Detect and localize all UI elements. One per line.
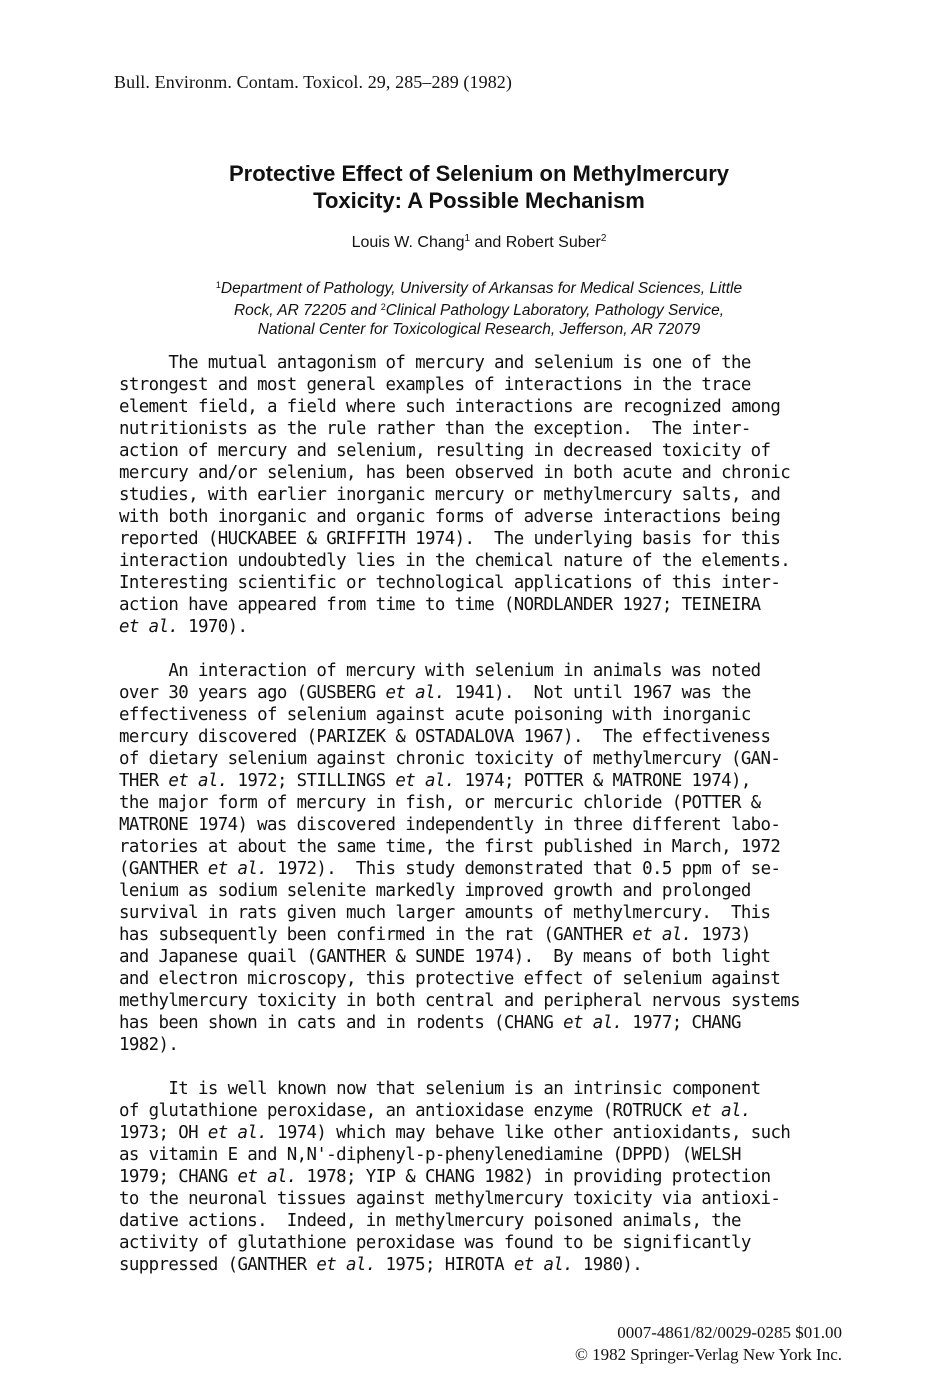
footer bbox=[575, 1322, 842, 1366]
text-line: has subsequently been confirmed in the rat (GANTHER et al. 1973) bbox=[119, 925, 751, 945]
text-line: et al. 1970). bbox=[119, 617, 248, 637]
paragraph-3 bbox=[119, 1078, 879, 1276]
text-line: The mutual antagonism of mercury and selenium is one of the bbox=[119, 353, 751, 373]
text-line: It is well known now that selenium is an intrinsic component bbox=[119, 1079, 761, 1099]
text-line: activity of glutathione peroxidase was found to be significantly bbox=[119, 1233, 751, 1253]
affiliation-line-1 bbox=[120, 276, 838, 298]
affiliation-text-1: Department of Pathology, University of Arkansas for Medical Sciences, Little bbox=[220, 280, 743, 297]
text-line: of dietary selenium against chronic toxicity of methylmercury (GAN- bbox=[119, 749, 781, 769]
text-line: and Japanese quail (GANTHER & SUNDE 1974). By means of both light bbox=[119, 947, 771, 967]
author-2: Robert Suber bbox=[505, 234, 601, 251]
text-line: element field, a field where such interactions are recognized among bbox=[119, 397, 781, 417]
text-line: survival in rats given much larger amounts of methylmercury. This bbox=[119, 903, 771, 923]
text-line: of glutathione peroxidase, an antioxidase enzyme (ROTRUCK et al. bbox=[119, 1101, 751, 1121]
paper-title bbox=[120, 160, 838, 214]
text-line: reported (HUCKABEE & GRIFFITH 1974). The underlying basis for this bbox=[119, 529, 781, 549]
text-line: studies, with earlier inorganic mercury or methylmercury salts, and bbox=[119, 485, 781, 505]
text-line: (GANTHER et al. 1972). This study demonstrated that 0.5 ppm of se- bbox=[119, 859, 781, 879]
journal-citation: Bull. Environm. Contam. Toxicol. 29, 285–289 (1982) bbox=[114, 72, 512, 92]
text-line: action of mercury and selenium, resulting in decreased toxicity of bbox=[119, 441, 771, 461]
text-line: 1973; OH et al. 1974) which may behave like other antioxidants, such bbox=[119, 1123, 791, 1143]
text-line: action have appeared from time to time (NORDLANDER 1927; TEINEIRA bbox=[119, 595, 761, 615]
text-line: mercury discovered (PARIZEK & OSTADALOVA 1967). The effectiveness bbox=[119, 727, 771, 747]
text-line: the major form of mercury in fish, or mercuric chloride (POTTER & bbox=[119, 793, 761, 813]
text-line: dative actions. Indeed, in methylmercury poisoned animals, the bbox=[119, 1211, 741, 1231]
title-line-2: Toxicity: A Possible Mechanism bbox=[313, 188, 645, 213]
author-1-affiliation-mark: 1 bbox=[464, 233, 471, 244]
text-line: has been shown in cats and in rodents (CHANG et al. 1977; CHANG bbox=[119, 1013, 741, 1033]
text-line: 1979; CHANG et al. 1978; YIP & CHANG 1982) in providing protection bbox=[119, 1167, 771, 1187]
body-text bbox=[119, 352, 879, 1298]
text-line: THER et al. 1972; STILLINGS et al. 1974; POTTER & MATRONE 1974), bbox=[119, 771, 751, 791]
text-line: to the neuronal tissues against methylmercury toxicity via antioxi- bbox=[119, 1189, 781, 1209]
text-line: over 30 years ago (GUSBERG et al. 1941). Not until 1967 was the bbox=[119, 683, 751, 703]
text-line: interaction undoubtedly lies in the chemical nature of the elements. bbox=[119, 551, 791, 571]
paragraph-1 bbox=[119, 352, 879, 638]
affiliation-mark-2: 2 bbox=[380, 302, 386, 312]
text-line: methylmercury toxicity in both central and peripheral nervous systems bbox=[119, 991, 801, 1011]
author-1: Louis W. Chang bbox=[351, 234, 465, 251]
affiliation-text-2b: Clinical Pathology Laboratory, Pathology Service, bbox=[385, 302, 725, 319]
text-line: An interaction of mercury with selenium in animals was noted bbox=[119, 661, 761, 681]
affiliation-text-2a: Rock, AR 72205 and bbox=[233, 302, 381, 319]
affiliation-line-2 bbox=[120, 298, 838, 320]
affiliation-mark-1: 1 bbox=[215, 280, 221, 290]
text-line: MATRONE 1974) was discovered independently in three different labo- bbox=[119, 815, 781, 835]
author-2-affiliation-mark: 2 bbox=[600, 233, 607, 244]
copyright-notice: © 1982 Springer-Verlag New York Inc. bbox=[574, 1345, 842, 1364]
author-list bbox=[120, 233, 838, 252]
text-line: and electron microscopy, this protective effect of selenium against bbox=[119, 969, 781, 989]
text-line: with both inorganic and organic forms of adverse interactions being bbox=[119, 507, 781, 527]
text-line: as vitamin E and N,N'-diphenyl-p-phenylenediamine (DPPD) (WELSH bbox=[119, 1145, 741, 1165]
text-line: strongest and most general examples of interactions in the trace bbox=[119, 375, 751, 395]
author-conjunction: and bbox=[470, 234, 506, 251]
text-line: suppressed (GANTHER et al. 1975; HIROTA et al. 1980). bbox=[119, 1255, 643, 1275]
text-line: mercury and/or selenium, has been observed in both acute and chronic bbox=[119, 463, 791, 483]
text-line: effectiveness of selenium against acute poisoning with inorganic bbox=[119, 705, 751, 725]
paragraph-2 bbox=[119, 660, 879, 1056]
text-line: nutritionists as the rule rather than the exception. The inter- bbox=[119, 419, 751, 439]
text-line: 1982). bbox=[119, 1035, 179, 1055]
text-line: lenium as sodium selenite markedly improved growth and prolonged bbox=[119, 881, 751, 901]
text-line: Interesting scientific or technological applications of this inter- bbox=[119, 573, 781, 593]
affiliation-line-3: National Center for Toxicological Research, Jefferson, AR 72079 bbox=[257, 321, 701, 338]
title-line-1: Protective Effect of Selenium on Methylmercury bbox=[228, 161, 730, 186]
text-line: ratories at about the same time, the first published in March, 1972 bbox=[119, 837, 781, 857]
affiliations bbox=[120, 276, 838, 339]
issn-price-code: 0007-4861/82/0029-0285 $01.00 bbox=[617, 1323, 842, 1342]
